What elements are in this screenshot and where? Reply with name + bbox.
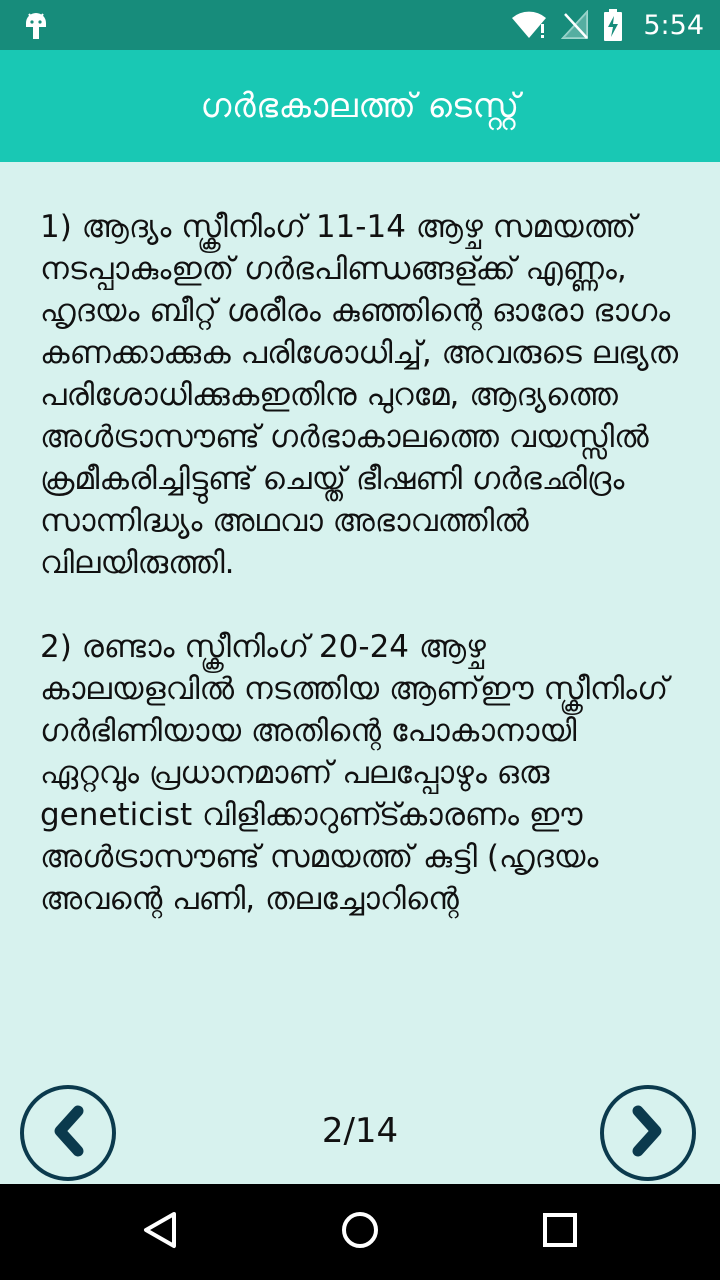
signal-off-icon	[561, 10, 589, 40]
chevron-left-icon	[48, 1105, 88, 1161]
system-home-button[interactable]	[336, 1208, 384, 1256]
article-paragraph: 1) ആദ്യം സ്ക്രീനിംഗ് 11-14 ആഴ്ച സമയത്ത് നടപ്പാകുംഇത് ഗർഭപിണ്ഡങ്ങള്ക്ക് എണ്ണം, ഹൃദയം ബീറ്റ് ശരീരം കുഞ്ഞിന്റെ ഓരോ ഭാഗം കണക്കാക്കുക പരിശോധിച്ച്, അവരുടെ ലഭ്യത പരിശോധിക്കുകഇതിനു പുറമേ, ആദ്യത്തെ അൾട്രാസൗണ്ട് ഗർഭാകാലത്തെ വയസ്സിൽ ക്രമീകരിച്ചിട്ടുണ്ട് ചെയ്ത് ഭീഷണി ഗർഭഛിദ്രം സാന്നിദ്ധ്യം അഥവാ അഭാവത്തിൽ വിലയിരുത്തി.	[40, 209, 679, 581]
previous-page-button[interactable]	[20, 1085, 116, 1181]
system-recents-button[interactable]	[536, 1208, 584, 1256]
status-icons	[511, 0, 704, 50]
page-indicator: 2/14	[321, 1111, 399, 1151]
system-navigation-bar	[0, 1184, 720, 1280]
page-title: ഗർഭകാലത്ത് ടെസ്റ്റ്	[200, 86, 520, 126]
android-icon	[22, 9, 50, 41]
wifi-icon	[511, 10, 547, 40]
next-page-button[interactable]	[600, 1085, 696, 1181]
battery-charging-icon	[603, 9, 623, 41]
home-circle-icon	[340, 1210, 380, 1254]
article-scroll-area[interactable]	[0, 162, 720, 1065]
recents-square-icon	[540, 1210, 580, 1254]
back-triangle-icon	[140, 1210, 180, 1254]
status-bar	[0, 0, 720, 50]
pager-footer	[0, 1065, 720, 1184]
app-bar	[0, 50, 720, 162]
article-paragraph: 2) രണ്ടാം സ്ക്രീനിംഗ് 20-24 ആഴ്ച കാലയളവിൽ നടത്തിയ ആണ്ഈ സ്ക്രീനിംഗ് ഗർഭിണിയായ അതിന്റെ പോകാനായി ഏറ്റവും പ്രധാനമാണ് പലപ്പോഴും ഒരു geneticist വിളിക്കാറുണ്ട്കാരണം ഈ അൾട്രാസൗണ്ട് സമയത്ത് കുട്ടി (ഹൃദയം അവന്റെ പണി, തലച്ചോറിന്റെ	[40, 629, 669, 917]
status-clock: 5:54	[643, 9, 704, 41]
chevron-right-icon	[628, 1105, 668, 1161]
system-back-button[interactable]	[136, 1208, 184, 1256]
article-text	[40, 206, 680, 962]
